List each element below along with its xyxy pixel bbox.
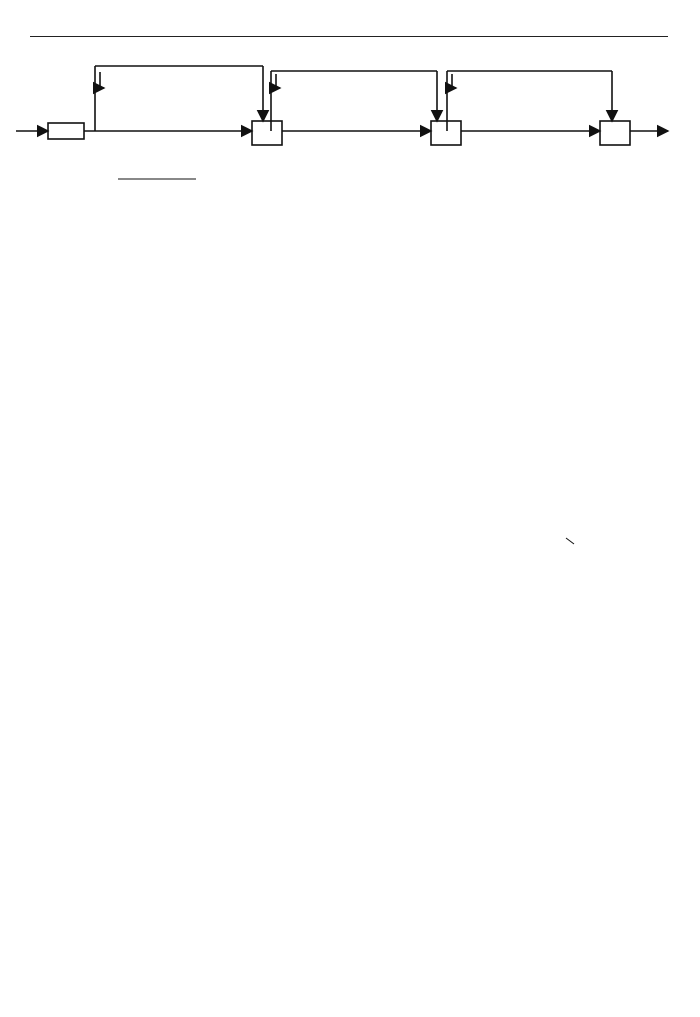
figure-9-8 <box>0 38 700 583</box>
header-rule <box>30 36 668 37</box>
